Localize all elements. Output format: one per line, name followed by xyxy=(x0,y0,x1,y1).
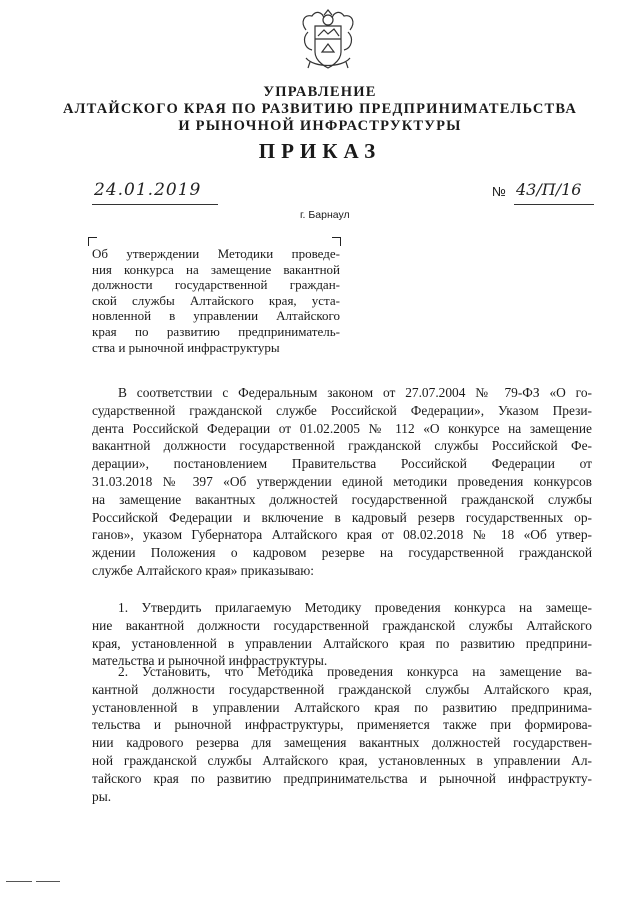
paragraph-line: дента Российской Федерации от 01.02.2005 № 112 «О конкурсе на замещение xyxy=(92,420,592,436)
paragraph-line: Российской Федерации и включение в кадровый резерв государственных ор- xyxy=(92,509,592,525)
subject-line: Об утверждении Методики проведе- xyxy=(92,246,340,261)
paragraph-line: В соответствии с Федеральным законом от 27.07.2004 № 79-ФЗ «О го- xyxy=(118,385,592,400)
clause-1-paragraph xyxy=(92,599,592,670)
city-label: г. Барнаул xyxy=(300,209,350,221)
number-underline xyxy=(514,204,594,205)
subject-line: должности государственной граждан- xyxy=(92,277,340,293)
preamble-paragraph xyxy=(92,384,592,580)
paragraph-line: ры. xyxy=(92,788,112,804)
paragraph-line: ганов», указом Губернатора Алтайского края от 08.02.2018 № 18 «Об утвер- xyxy=(92,527,592,543)
paragraph-line: 2. Установить, что Методика проведения конкурса на замещение ва- xyxy=(118,664,592,679)
paragraph-line: кантной должности государственной гражданской службы Алтайского края, xyxy=(92,681,592,697)
subject-line: ской службы Алтайского края, уста- xyxy=(92,292,340,308)
date-underline xyxy=(92,204,218,205)
order-subject xyxy=(92,246,340,355)
paragraph-line: мательства и рыночной инфраструктуры. xyxy=(92,653,328,669)
paragraph-line: дерации», постановлением Правительства Российской Федерации от xyxy=(92,456,592,472)
subject-line: ства и рыночной инфраструктуры xyxy=(92,339,280,355)
coat-of-arms-emblem xyxy=(298,8,358,74)
paragraph-line: тайского края по развитию предпринимательства и рыночной инфраструкту- xyxy=(92,770,592,786)
footer-dash xyxy=(6,881,32,882)
paragraph-line: сударственной гражданской службе Российской Федерации», Указом Прези- xyxy=(92,402,592,418)
paragraph-line: 1. Утвердить прилагаемую Методику проведения конкурса на замеще- xyxy=(118,600,592,615)
handwritten-order-number: 43/П/16 xyxy=(516,180,582,199)
paragraph-line: тельства и рыночной инфраструктуры, применяется также при формирова- xyxy=(92,717,592,733)
authority-name-line-2: АЛТАЙСКОГО КРАЯ ПО РАЗВИТИЮ ПРЕДПРИНИМАТЕЛЬСТВА xyxy=(62,101,578,117)
subject-line: новленной в управлении Алтайского xyxy=(92,308,340,324)
document-title: ПРИКАЗ xyxy=(258,139,382,163)
subject-line: ния конкурса на замещение вакантной xyxy=(92,261,340,277)
paragraph-line: ной гражданской службы Алтайского края, установленных в управлении Ал- xyxy=(92,752,592,768)
paragraph-line: службе Алтайского края» приказываю: xyxy=(92,562,315,578)
subject-line: края по развитию предприниматель- xyxy=(92,323,340,339)
footer-dash xyxy=(36,881,60,882)
number-label: № xyxy=(492,184,506,199)
paragraph-line: вакантной должности государственной гражданской службы Российской Фе- xyxy=(92,438,592,454)
clause-2-paragraph xyxy=(92,663,592,805)
paragraph-line: ждении Положения о кадровом резерве на государственной гражданской xyxy=(92,545,592,561)
paragraph-line: установленной в управлении Алтайского края по развитию предпринима- xyxy=(92,699,592,715)
paragraph-line: на замещение вакантных должностей государственной гражданской службы xyxy=(92,491,592,507)
subject-bracket-right xyxy=(332,237,341,246)
paragraph-line: края, установленной в управлении Алтайского края по развитию предприни- xyxy=(92,635,592,651)
handwritten-date: 24.01.2019 xyxy=(94,180,202,200)
subject-bracket-left xyxy=(88,237,97,246)
paragraph-line: ние вакантной должности государственной гражданской службы Алтайского xyxy=(92,617,592,633)
paragraph-line: 31.03.2018 № 397 «Об утверждении единой методики проведения конкурсов xyxy=(92,473,592,489)
paragraph-line: нии кадрового резерва для замещения вакантных должностей государствен- xyxy=(92,735,592,751)
authority-name-line-3: И РЫНОЧНОЙ ИНФРАСТРУКТУРЫ xyxy=(178,118,462,134)
authority-name-line-1: УПРАВЛЕНИЕ xyxy=(263,84,377,100)
